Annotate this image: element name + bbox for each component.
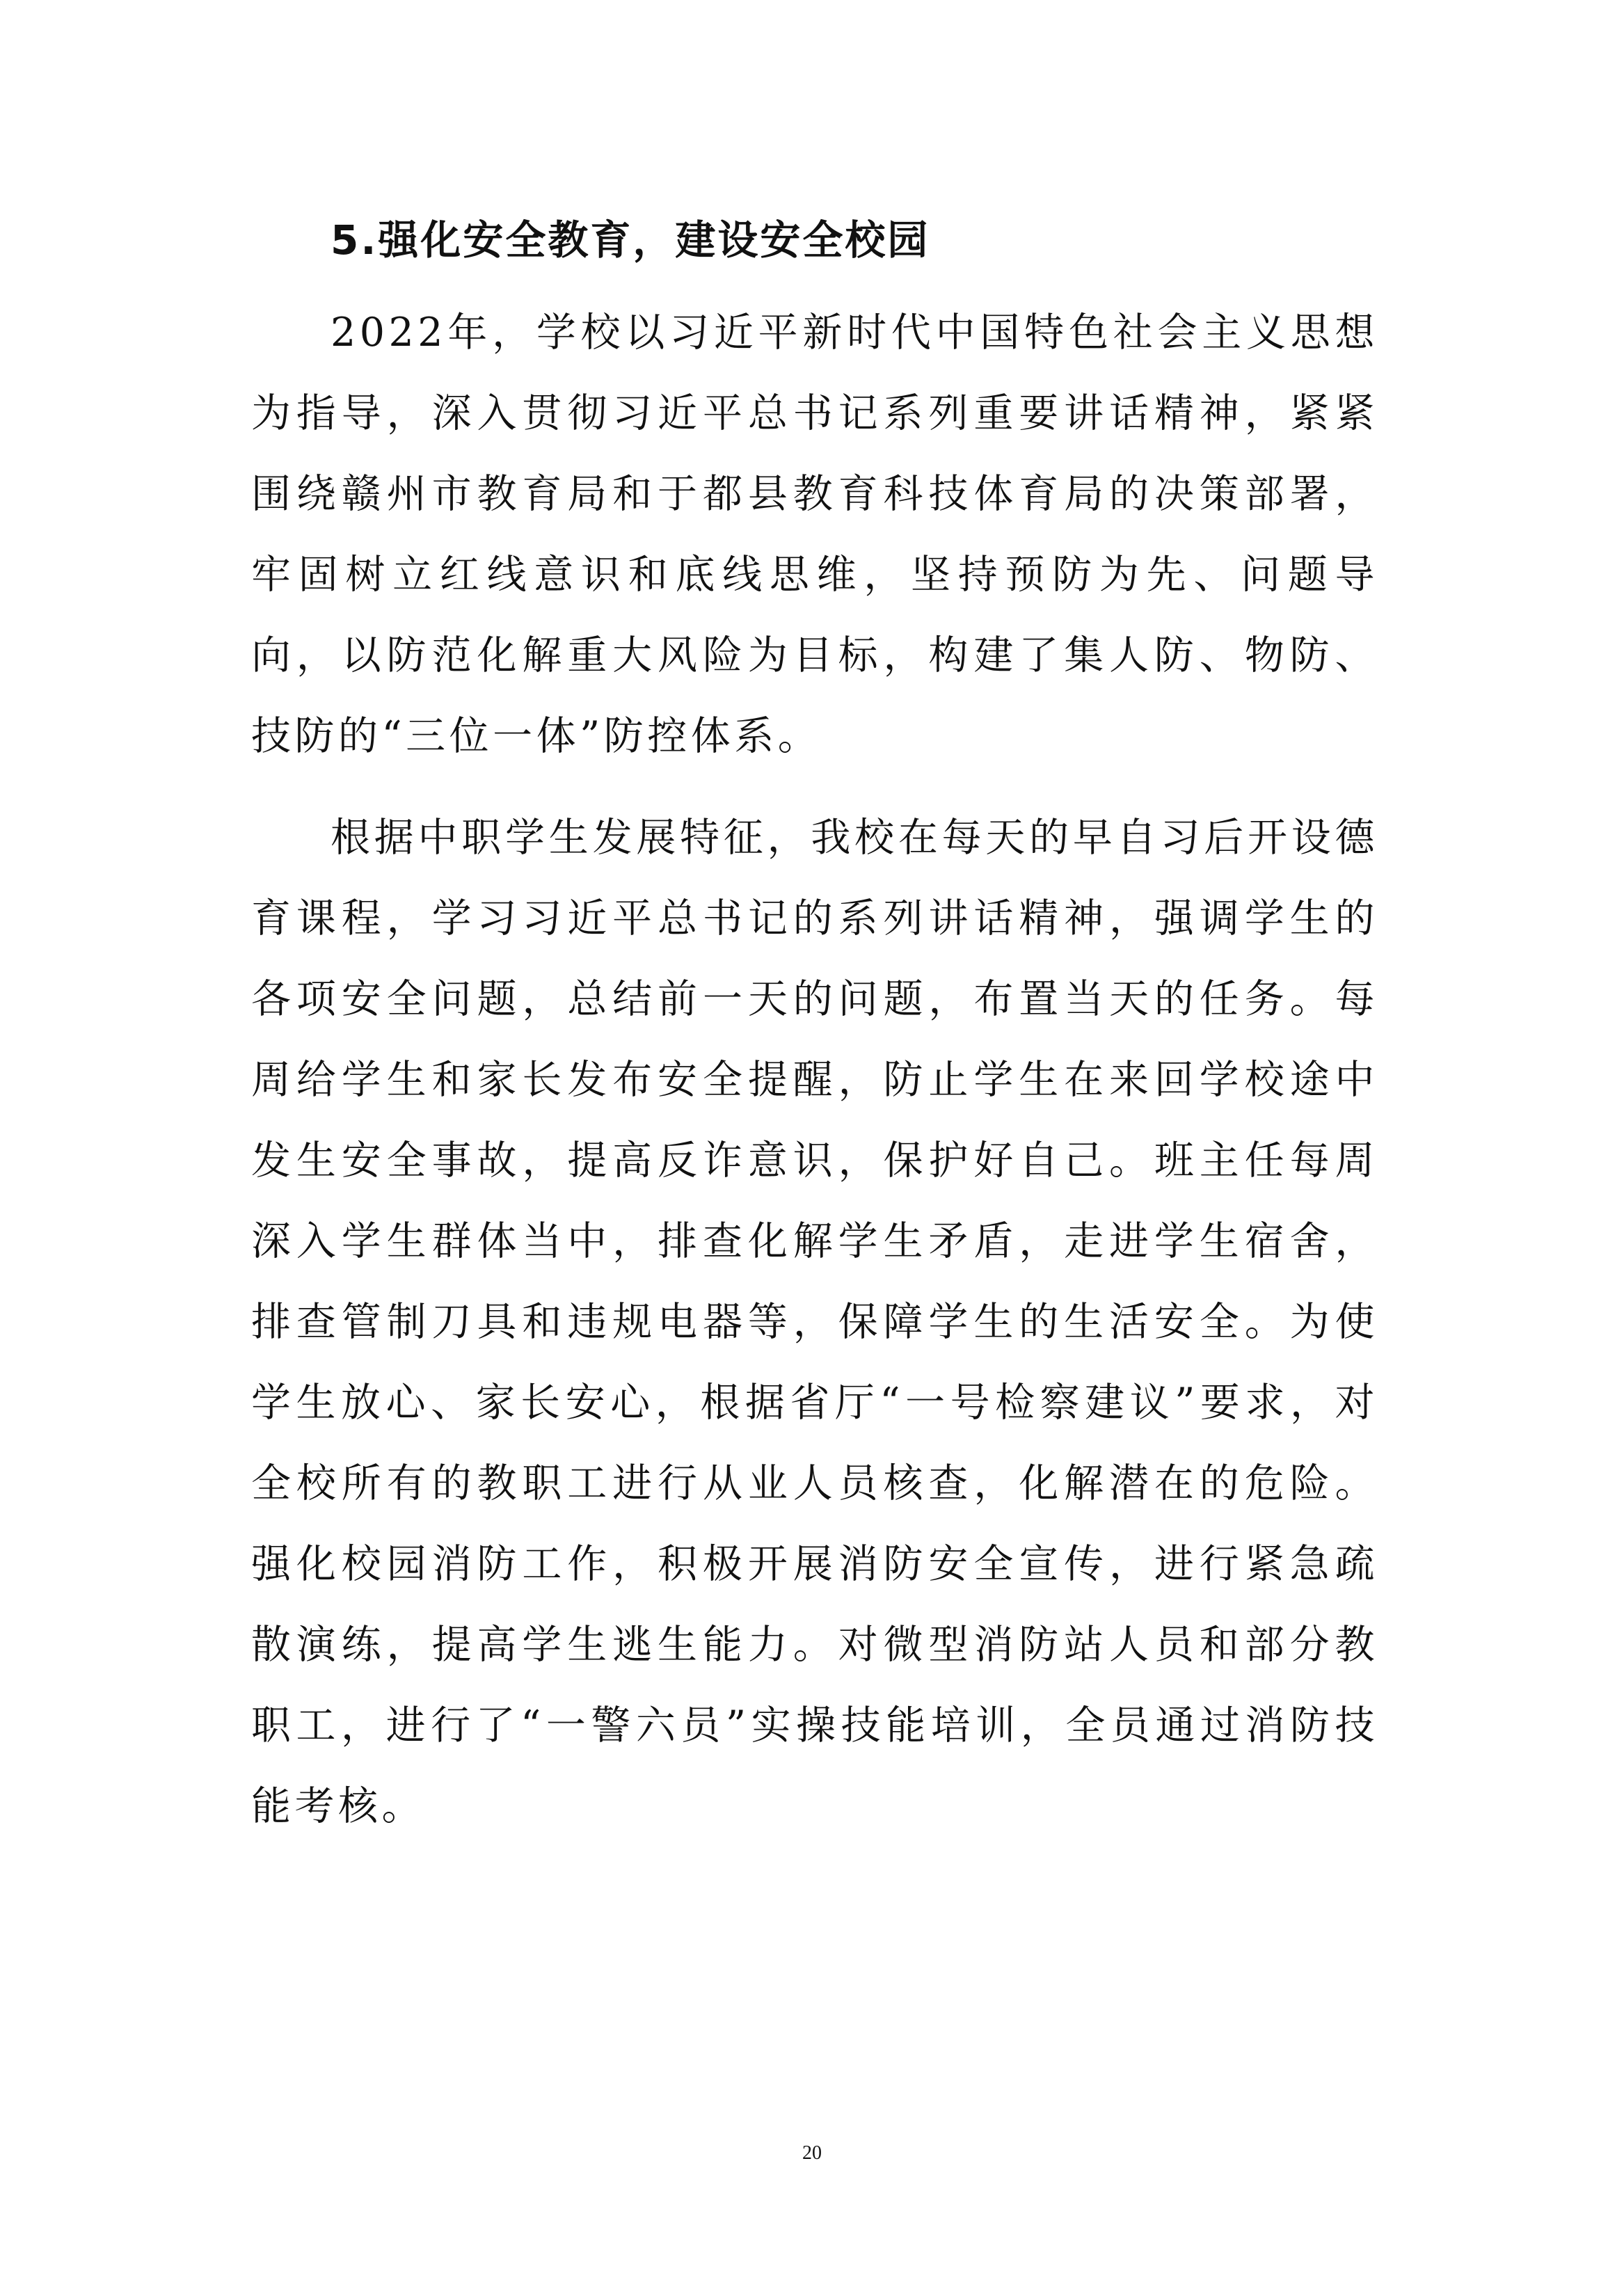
- paragraph-1: 2022年，学校以习近平新时代中国特色社会主义思想为指导，深入贯彻习近平总书记系列重要讲话精神，紧紧围绕赣州市教育局和于都县教育科技体育局的决策部署，牢固树立红线意识和底线思维，坚持预防为先、问题导向，以防范化解重大风险为目标，构建了集人防、物防、技防的“三位一体”防控体系。: [251, 310, 1378, 759]
- paragraph-2: 根据中职学生发展特征，我校在每天的早自习后开设德育课程，学习习近平总书记的系列讲话精神，强调学生的各项安全问题，总结前一天的问题，布置当天的任务。每周给学生和家长发布安全提醒，防止学生在来回学校途中发生安全事故，提高反诈意识，保护好自己。班主任每周深入学生群体当中，排查化解学生矛盾，走进学生宿舍，排查管制刀具和违规电器等，保障学生的生活安全。为使学生放心、家长安心，根据省厅“一号检察建议”要求，对全校所有的教职工进行从业人员核查，化解潜在的危险。强化校园消防工作，积极开展消防安全宣传，进行紧急疏散演练，提高学生逃生能力。对微型消防站人员和部分教职工，进行了“一警六员”实操技能培训，全员通过消防技能考核。: [251, 815, 1378, 1829]
- section-heading: 5.强化安全教育，建设安全校园: [331, 216, 930, 264]
- page-number: 20: [802, 2142, 822, 2164]
